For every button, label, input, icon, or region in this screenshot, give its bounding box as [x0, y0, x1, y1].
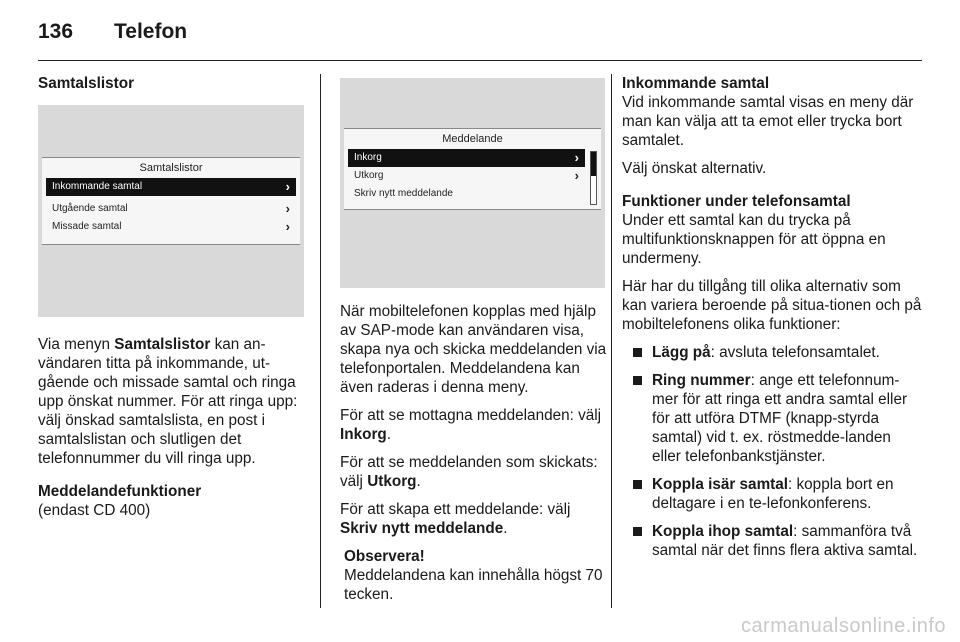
paragraph: Vid inkommande samtal visas en meny där man kan välja att ta emot eller trycka bort samtalet. — [622, 94, 914, 149]
paragraph — [340, 500, 608, 538]
text: : avsluta telefonsamtalet. — [710, 344, 880, 361]
menu-item-missade — [46, 218, 296, 236]
menu-item-label: Missade samtal — [52, 221, 122, 232]
menu-item-inkorg — [348, 149, 585, 167]
bold-term: Lägg på — [652, 344, 711, 361]
paragraph: Välj önskat alternativ. — [622, 160, 767, 177]
text: För att skapa ett meddelande: välj — [340, 501, 571, 518]
list-item — [622, 522, 922, 560]
text: . — [503, 520, 508, 537]
list-item — [622, 475, 922, 513]
note-text: Meddelandena kan innehålla högst 70 tecken. — [344, 567, 603, 603]
menu-item-label: Inkorg — [354, 152, 382, 163]
menu-item-label: Skriv nytt meddelande — [354, 188, 453, 199]
bullet-square-icon — [633, 348, 642, 357]
menu-item-utkorg — [348, 167, 585, 185]
menu-dialog — [344, 128, 601, 210]
bullet-square-icon — [633, 527, 642, 536]
list-item — [622, 371, 922, 466]
bullet-square-icon — [633, 376, 642, 385]
text: För att se meddelanden som skickats: välj — [340, 454, 598, 490]
list-item — [622, 343, 922, 362]
section-heading-meddelandefunktioner: Meddelandefunktioner — [38, 483, 202, 500]
menu-item-inkommande — [46, 178, 296, 196]
menu-item-label: Utkorg — [354, 170, 384, 181]
text: : ange ett telefonnum-mer för att ringa ett andra samtal eller för att utföra DTMF (knapp-styrda samtal) vid t. ex. röstmedde-landen eller telefonbankstjänster. — [652, 372, 908, 465]
chevron-right-icon: › — [574, 150, 579, 165]
page-header — [38, 20, 187, 46]
section-heading-samtalslistor: Samtalslistor — [38, 75, 135, 92]
text: kan an-vändaren titta på inkommande, ut-gående och missade samtal och ringa upp önskat nummer. För att ringa upp: välj önskad samtalslista, en post i samtalslistan och slutligen det telefonnummer du vill ringa upp. — [38, 336, 298, 467]
bold-term: Koppla isär samtal — [652, 476, 789, 493]
column-divider — [320, 74, 321, 608]
page-title: Telefon — [114, 20, 188, 43]
bold-term: Ring nummer — [652, 372, 751, 389]
column-3 — [622, 74, 922, 569]
menu-scrollbar — [590, 151, 597, 205]
section-heading-inkommande-samtal: Inkommande samtal — [622, 75, 770, 92]
screen-illustration-samtalslistor — [38, 105, 304, 317]
bold-term: Samtalslistor — [114, 336, 211, 353]
function-list — [622, 343, 922, 560]
screen-illustration-meddelande — [340, 78, 605, 288]
menu-item-skriv-nytt — [348, 185, 585, 203]
chevron-right-icon: › — [285, 201, 290, 216]
section-heading-funktioner: Funktioner under telefonsamtal — [622, 193, 851, 210]
column-1 — [38, 74, 306, 520]
paragraph: Här har du tillgång till olika alternativ som kan variera beroende på situa-tionen och på mobiltelefonens olika funktioner: — [622, 278, 922, 333]
text: . — [386, 426, 391, 443]
paragraph — [38, 335, 306, 468]
bullet-square-icon — [633, 480, 642, 489]
bold-term: Utkorg — [367, 473, 417, 490]
text: För att se mottagna meddelanden: välj — [340, 407, 602, 424]
text: : sammanföra två samtal när det finns flera aktiva samtal. — [652, 523, 918, 559]
chevron-right-icon: › — [285, 219, 290, 234]
menu-dialog — [42, 157, 300, 245]
bold-term: Inkorg — [340, 426, 387, 443]
text: . — [416, 473, 421, 490]
paragraph: Under ett samtal kan du trycka på multifunktionsknappen för att öppna en undermeny. — [622, 212, 886, 267]
menu-title: Samtalslistor — [139, 162, 203, 174]
menu-item-label: Utgående samtal — [52, 203, 128, 214]
watermark: carmanualsonline.info — [740, 615, 946, 637]
page-number: 136 — [38, 20, 74, 43]
note-box — [340, 547, 608, 604]
chevron-right-icon: › — [574, 168, 579, 183]
paragraph — [340, 453, 608, 491]
column-2 — [340, 74, 608, 604]
paragraph — [340, 406, 608, 444]
text: : koppla bort en deltagare i en te-lefonkonferens. — [652, 476, 894, 512]
scrollbar-thumb — [591, 152, 596, 176]
menu-item-label: Inkommande samtal — [52, 181, 143, 192]
menu-item-utgaende — [46, 200, 296, 218]
text: Via menyn — [38, 336, 115, 353]
bold-term: Koppla ihop samtal — [652, 523, 794, 540]
subheading: (endast CD 400) — [38, 502, 151, 519]
paragraph: När mobiltelefonen kopplas med hjälp av SAP-mode kan användaren visa, skapa nya och skicka meddelanden via telefonportalen. Meddelandena kan även raderas i denna meny. — [340, 303, 607, 396]
chevron-right-icon: › — [285, 179, 290, 194]
bold-term: Skriv nytt meddelande — [340, 520, 504, 537]
column-divider — [611, 74, 612, 608]
menu-title: Meddelande — [442, 133, 503, 145]
header-rule — [38, 60, 922, 61]
note-title: Observera! — [344, 548, 425, 565]
